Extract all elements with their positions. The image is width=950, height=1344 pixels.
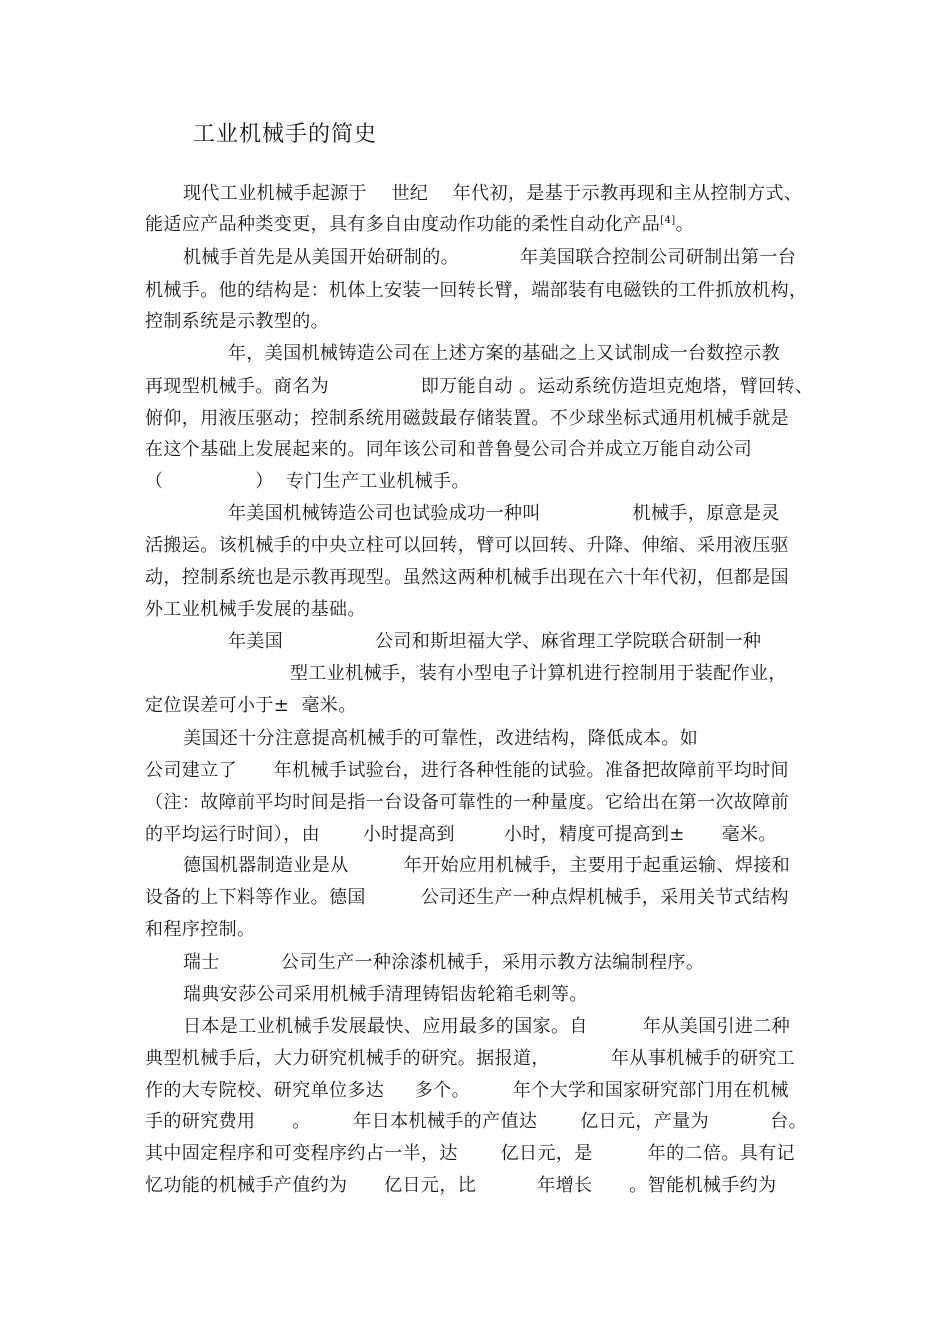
paragraph-line: 忆功能的机械手产值约为 亿日元，比 年增长 。智能机械手约为 xyxy=(145,1175,777,1196)
paragraph-line: 现代工业机械手起源于 世纪 年代初，是基于示教再现和主从控制方式、 xyxy=(183,183,803,204)
paragraph-line: 作的大专院校、研究单位多达 多个。 年个大学和国家研究部门用在机械 xyxy=(145,1080,789,1101)
paragraph-line: 定位误差可小于± 毫米。 xyxy=(145,695,357,716)
paragraph-line xyxy=(145,212,694,238)
citation-ref: [4] xyxy=(660,215,676,226)
paragraph-line: 控制系统是示教型的。 xyxy=(145,311,329,332)
paragraph-line: 俯仰，用液压驱动；控制系统用磁鼓最存储装置。不少球坐标式通用机械手就是 xyxy=(145,408,789,429)
paragraph-line: 年美国机械铸造公司也试验成功一种叫 机械手，原意是灵 xyxy=(228,503,780,524)
paragraph-line-text: 能适应产品种类变更，具有多自由度动作功能的柔性自动化产品 xyxy=(145,214,661,235)
paragraph-line: 典型机械手后，大力研究机械手的研究。据报道， 年从事机械手的研究工 xyxy=(145,1048,796,1069)
paragraph-line: （ ） 专门生产工业机械手。 xyxy=(145,471,470,492)
paragraph-line: 动，控制系统也是示教再现型。虽然这两种机械手出现在六十年代初，但都是国 xyxy=(145,567,789,588)
paragraph-line: 外工业机械手发展的基础。 xyxy=(145,599,366,620)
paragraph-line: 活搬运。该机械手的中央立柱可以回转，臂可以回转、升降、伸缩、采用液压驱 xyxy=(145,535,789,556)
paragraph-line: 瑞典安莎公司采用机械手清理铸铝齿轮箱毛刺等。 xyxy=(183,984,588,1005)
paragraph-line: 德国机器制造业是从 年开始应用机械手，主要用于起重运输、焊接和 xyxy=(183,855,791,876)
paragraph-line: 机械手首先是从美国开始研制的。 年美国联合控制公司研制出第一台 xyxy=(183,247,797,268)
paragraph-line: 在这个基础上发展起来的。同年该公司和普鲁曼公司合并成立万能自动公司 xyxy=(145,439,753,460)
paragraph-line: 年美国 公司和斯坦福大学、麻省理工学院联合研制一种 xyxy=(228,631,762,652)
paragraph-line: 日本是工业机械手发展最快、应用最多的国家。自 年从美国引进二种 xyxy=(183,1016,791,1037)
paragraph-line: 再现型机械手。商名为 即万能自动 。运动系统仿造坦克炮塔，臂回转、 xyxy=(145,376,814,397)
paragraph-line: 型工业机械手，装有小型电子计算机进行控制用于装配作业， xyxy=(290,663,787,684)
paragraph-line: 美国还十分注意提高机械手的可靠性，改进结构，降低成本。如 xyxy=(183,728,699,749)
paragraph-line: 设备的上下料等作业。德国 公司还生产一种点焊机械手，采用关节式结构 xyxy=(145,887,789,908)
paragraph-line: 手的研究费用 。 年日本机械手的产值达 亿日元，产量为 台。 xyxy=(145,1111,808,1132)
page-title: 工业机械手的简史 xyxy=(193,122,378,147)
paragraph-line-end: 。 xyxy=(675,214,694,235)
paragraph-line: 公司建立了 年机械手试验台，进行各种性能的试验。准备把故障前平均时间 xyxy=(145,760,789,781)
paragraph-line: 瑞士 公司生产一种涂漆机械手，采用示教方法编制程序。 xyxy=(183,952,705,973)
paragraph-line: 年，美国机械铸造公司在上述方案的基础之上又试制成一台数控示教 xyxy=(228,343,780,364)
paragraph-line: （注：故障前平均时间是指一台设备可靠性的一种量度。它给出在第一次故障前 xyxy=(145,792,789,813)
paragraph-line: 机械手。他的结构是：机体上安装一回转长臂，端部装有电磁铁的工件抓放机构， xyxy=(145,280,808,301)
paragraph-line: 的平均运行时间），由 小时提高到 小时，精度可提高到± 毫米。 xyxy=(145,824,777,845)
paragraph-line: 其中固定程序和可变程序约占一半，达 亿日元，是 年的二倍。具有记 xyxy=(145,1143,795,1164)
paragraph-line: 和程序控制。 xyxy=(145,919,256,940)
